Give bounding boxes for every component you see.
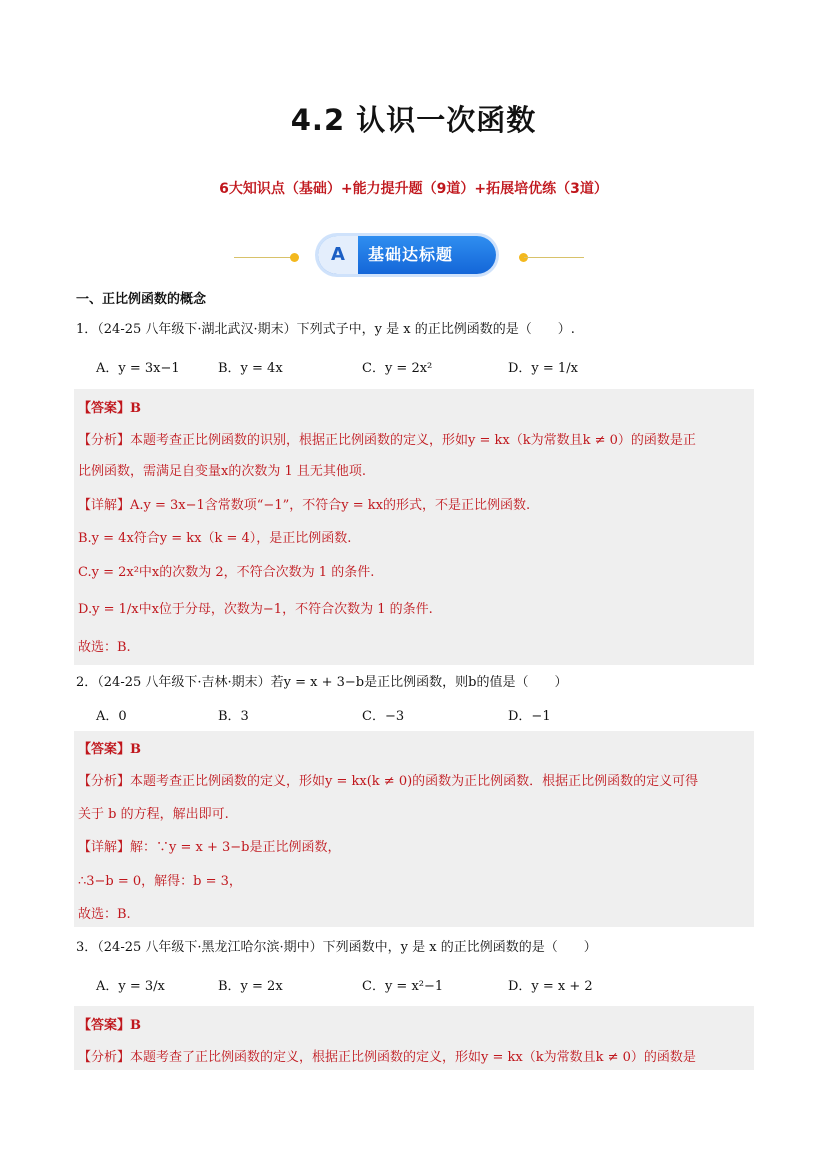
section-banner [234,236,584,276]
question-3-stem: 3．（24-25 八年级下·黑龙江哈尔滨·期中）下列函数中，y 是 x 的正比例函数的是（ ） [76,940,597,955]
option-a: A．y = 3x−1 [96,361,180,376]
option-c: C．y = 2x² [362,361,433,376]
banner-letter: A [318,236,358,274]
detail-line: 【详解】A.y = 3x−1含常数项“−1”，不符合y = kx的形式，不是正比例函数. [78,498,531,513]
analysis-line: 【分析】本题考查了正比例函数的定义，根据正比例函数的定义，形如y = kx（k为常数且k ≠ 0）的函数是 [78,1050,696,1065]
question-1-solution [74,389,754,665]
answer-line: 【答案】B [78,742,141,757]
question-3-solution [74,1006,754,1070]
option-b: B．3 [218,709,249,724]
option-b: B．y = 2x [218,979,283,994]
analysis-line: 比例函数，需满足自变量x的次数为 1 且无其他项. [78,464,366,479]
banner-dot-left [290,253,299,262]
option-d: D．−1 [508,709,551,724]
detail-line: C.y = 2x²中x的次数为 2，不符合次数为 1 的条件. [78,565,375,580]
option-d: D．y = 1/x [508,361,578,376]
question-1-stem: 1．（24-25 八年级下·湖北武汉·期末）下列式子中，y 是 x 的正比例函数的是（ ）. [76,322,575,337]
question-2-stem: 2．（24-25 八年级下·吉林·期末）若y = x + 3−b是正比例函数，则b的值是（ ） [76,675,568,690]
analysis-line: 【分析】本题考查正比例函数的定义，形如y = kx(k ≠ 0)的函数为正比例函数．根据正比例函数的定义可得 [78,774,699,789]
option-a: A．0 [96,709,127,724]
detail-line: 【详解】解：∵y = x + 3−b是正比例函数， [78,840,341,855]
section-heading: 一、正比例函数的概念 [76,292,207,307]
banner-pill [318,236,496,274]
detail-line: ∴3−b = 0，解得：b = 3， [78,874,242,889]
option-c: C．y = x²−1 [362,979,444,994]
banner-line-left [234,257,294,258]
choice-line: 故选：B. [78,640,131,655]
option-c: C．−3 [362,709,405,724]
banner-line-right [524,257,584,258]
detail-line: D.y = 1/x中x位于分母，次数为−1，不符合次数为 1 的条件. [78,602,433,617]
document-title: 4.2 认识一次函数 [290,103,537,137]
question-2-options [96,705,756,725]
option-b: B．y = 4x [218,361,283,376]
question-1-options [96,357,756,377]
document-subtitle: 6大知识点（基础）+能力提升题（9道）+拓展培优练（3道） [219,181,608,197]
option-d: D．y = x + 2 [508,979,593,994]
question-3-options [96,975,756,995]
answer-line: 【答案】B [78,1018,141,1033]
answer-line: 【答案】B [78,401,141,416]
option-a: A．y = 3/x [96,979,165,994]
question-2-solution [74,731,754,927]
banner-text: 基础达标题 [368,245,454,264]
analysis-line: 关于 b 的方程，解出即可. [78,807,229,822]
detail-line: B.y = 4x符合y = kx（k = 4），是正比例函数. [78,531,352,546]
choice-line: 故选：B. [78,907,131,922]
analysis-line: 【分析】本题考查正比例函数的识别，根据正比例函数的定义，形如y = kx（k为常数且k ≠ 0）的函数是正 [78,433,696,448]
